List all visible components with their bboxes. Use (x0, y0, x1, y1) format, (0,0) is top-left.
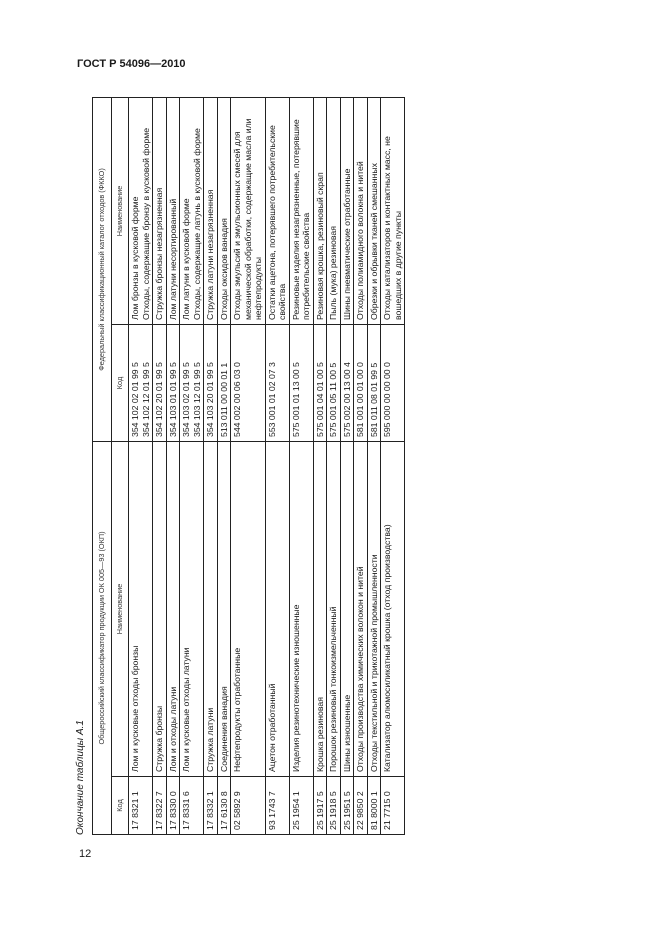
fkko-code: 553 001 01 02 07 3 (266, 362, 277, 437)
okp-name-cell: Порошок резиновый тонкоизмельченный (327, 442, 341, 777)
okp-name-cell: Отходы производства химических волокон и нитей (354, 442, 368, 777)
okp-code-cell: 21 7715 0 (381, 777, 405, 835)
fkko-name-cell (327, 97, 341, 324)
fkko-code: 354 103 12 01 99 5 (191, 362, 202, 437)
okp-code-cell: 02 5892 9 (231, 777, 266, 835)
page-number: 12 (79, 848, 92, 860)
fkko-name-cell (231, 97, 266, 324)
okp-name-cell: Отходы текстильной и трикотажной промышленности (367, 442, 381, 777)
fkko-name: Лом латуни несортированный (167, 198, 178, 320)
fkko-name: Отходы, содержащие бронзу в кусковой форме (140, 127, 151, 320)
fkko-name-cell (180, 97, 204, 324)
fkko-name: Отходы оксидов ванадия (218, 218, 229, 320)
fkko-code: 575 001 01 13 00 5 (290, 362, 301, 437)
table-row (327, 97, 341, 834)
okp-name-cell: Соединения ванадия (217, 442, 231, 777)
fkko-code-cell (381, 325, 405, 442)
fkko-name-cell (166, 97, 180, 324)
fkko-code: 354 102 02 01 99 5 (130, 362, 140, 437)
fkko-code-cell (153, 325, 167, 442)
fkko-code: 581 011 08 01 99 5 (368, 362, 379, 437)
rotated-page-content (75, 98, 600, 835)
table-row (166, 97, 180, 834)
fkko-code-cell (327, 325, 341, 442)
fkko-name-cell (289, 97, 313, 324)
okp-code-cell: 22 9850 2 (354, 777, 368, 835)
okp-name-cell: Шины изношенные (340, 442, 354, 777)
okp-code-cell: 25 1917 5 (313, 777, 327, 835)
fkko-code: 354 103 01 01 99 5 (167, 362, 178, 437)
fkko-name-cell (129, 97, 153, 324)
okp-code-cell: 17 6130 8 (217, 777, 231, 835)
fkko-code: 544 002 00 06 03 0 (232, 362, 242, 437)
table-row (313, 97, 327, 834)
table-body (129, 97, 405, 834)
fkko-name-cell (354, 97, 368, 324)
fkko-code: 575 002 00 13 00 4 (341, 362, 352, 437)
okp-code-cell: 17 8330 0 (166, 777, 180, 835)
fkko-name-cell (313, 97, 327, 324)
fkko-code-cell (354, 325, 368, 442)
fkko-code: 513 011 00 00 01 1 (218, 362, 229, 437)
fkko-code-cell (180, 325, 204, 442)
fkko-code: 354 102 12 01 99 5 (140, 362, 151, 437)
okp-name-cell: Изделия резинотехнические изношенные (289, 442, 313, 777)
fkko-name-cell (265, 97, 289, 324)
fkko-code: 354 103 20 01 99 5 (205, 362, 215, 437)
fkko-code: 595 000 00 00 00 0 (382, 362, 392, 437)
table-row (129, 97, 153, 834)
fkko-name-header: Наименование (112, 97, 129, 324)
fkko-code-cell (313, 325, 327, 442)
classification-table (92, 97, 405, 835)
table-row (367, 97, 381, 834)
okp-code-cell: 17 8322 7 (153, 777, 167, 835)
fkko-group-header: Федеральный классификационный каталог отходов (ФККО) (93, 97, 112, 441)
fkko-name-cell (153, 97, 167, 324)
fkko-code-cell (204, 325, 218, 442)
okp-name-cell: Стружка латуни (204, 442, 218, 777)
fkko-code-cell (367, 325, 381, 442)
standard-title: ГОСТ Р 54096—2010 (77, 58, 186, 70)
okp-code-cell: 17 8332 1 (204, 777, 218, 835)
okp-name-cell: Крошка резиновая (313, 442, 327, 777)
fkko-name-cell (367, 97, 381, 324)
fkko-name: Стружка бронзы незагрязненная (154, 187, 164, 320)
fkko-code-cell (289, 325, 313, 442)
table-row (180, 97, 204, 834)
okp-code-header: Код (112, 777, 129, 835)
okp-code-cell: 17 8321 1 (129, 777, 153, 835)
okp-name-cell: Лом и отходы латуни (166, 442, 180, 777)
fkko-code: 575 001 04 01 00 5 (314, 362, 325, 437)
fkko-name: Шины пневматические отработанные (341, 168, 352, 320)
fkko-code: 575 001 05 11 00 5 (328, 362, 338, 437)
fkko-code-header: Код (112, 325, 129, 442)
okp-code-cell: 25 1954 1 (289, 777, 313, 835)
okp-group-header: Общероссийский классификатор продукции ОК 005—93 (ОКП) (93, 442, 112, 835)
table-row (153, 97, 167, 834)
fkko-name: Отходы эмульсий и эмульсионных смесей для механической обработки, содержащие масла или нефтепродукты (232, 118, 263, 320)
fkko-code-cell (231, 325, 266, 442)
fkko-name: Отходы, содержащие латунь в кусковой форме (191, 128, 202, 320)
fkko-code-cell (265, 325, 289, 442)
fkko-code: 354 103 02 01 99 5 (181, 362, 191, 437)
fkko-name-cell (217, 97, 231, 324)
okp-name-cell: Лом и кусковые отходы бронзы (129, 442, 153, 777)
fkko-name: Отходы полиамидного волокна и нитей (355, 161, 365, 320)
fkko-code-cell (166, 325, 180, 442)
okp-code-cell: 93 1743 7 (265, 777, 289, 835)
okp-name-cell: Нефтепродукты отработанные (231, 442, 266, 777)
fkko-name: Остатки ацетона, потерявшего потребительские свойства (266, 125, 287, 320)
okp-code-cell: 17 8331 6 (180, 777, 204, 835)
fkko-code: 581 001 00 01 00 0 (355, 362, 365, 437)
fkko-name: Резиновые изделия незагрязненные, потерявшие потребительские свойства (290, 119, 311, 320)
fkko-name-cell (340, 97, 354, 324)
fkko-name: Отходы катализаторов и контактных масс, не вошедших в другие пункты (382, 136, 403, 320)
okp-name-header: Наименование (112, 442, 129, 777)
table-row (265, 97, 289, 834)
table-row (289, 97, 313, 834)
fkko-name: Лом латуни в кусковой форме (181, 198, 191, 320)
fkko-code-cell (340, 325, 354, 442)
fkko-name: Стружка латуни незагрязненная (205, 189, 215, 320)
fkko-code-cell (217, 325, 231, 442)
table-row (217, 97, 231, 834)
okp-name-cell: Лом и кусковые отходы латуни (180, 442, 204, 777)
fkko-name: Обрезки и обрывки тканей смешанных (368, 163, 379, 320)
table-row (354, 97, 368, 834)
table-row (381, 97, 405, 834)
okp-code-cell: 25 1951 5 (340, 777, 354, 835)
table-caption: Окончание таблицы А.1 (75, 720, 86, 835)
fkko-name-cell (381, 97, 405, 324)
fkko-name: Лом бронзы в кусковой форме (130, 196, 140, 320)
fkko-code: 354 102 20 01 99 5 (154, 362, 164, 437)
okp-name-cell: Ацетон отработанный (265, 442, 289, 777)
table-row (204, 97, 218, 834)
fkko-code-cell (129, 325, 153, 442)
okp-code-cell: 25 1918 5 (327, 777, 341, 835)
okp-name-cell: Катализатор алюмосиликатный крошка (отход производства) (381, 442, 405, 777)
fkko-name: Пыль (мука) резиновая (328, 226, 338, 320)
table-row (231, 97, 266, 834)
okp-name-cell: Стружка бронзы (153, 442, 167, 777)
okp-code-cell: 81 8000 1 (367, 777, 381, 835)
fkko-name-cell (204, 97, 218, 324)
table-row (340, 97, 354, 834)
fkko-name: Резиновая крошка, резиновый скрап (314, 172, 325, 320)
